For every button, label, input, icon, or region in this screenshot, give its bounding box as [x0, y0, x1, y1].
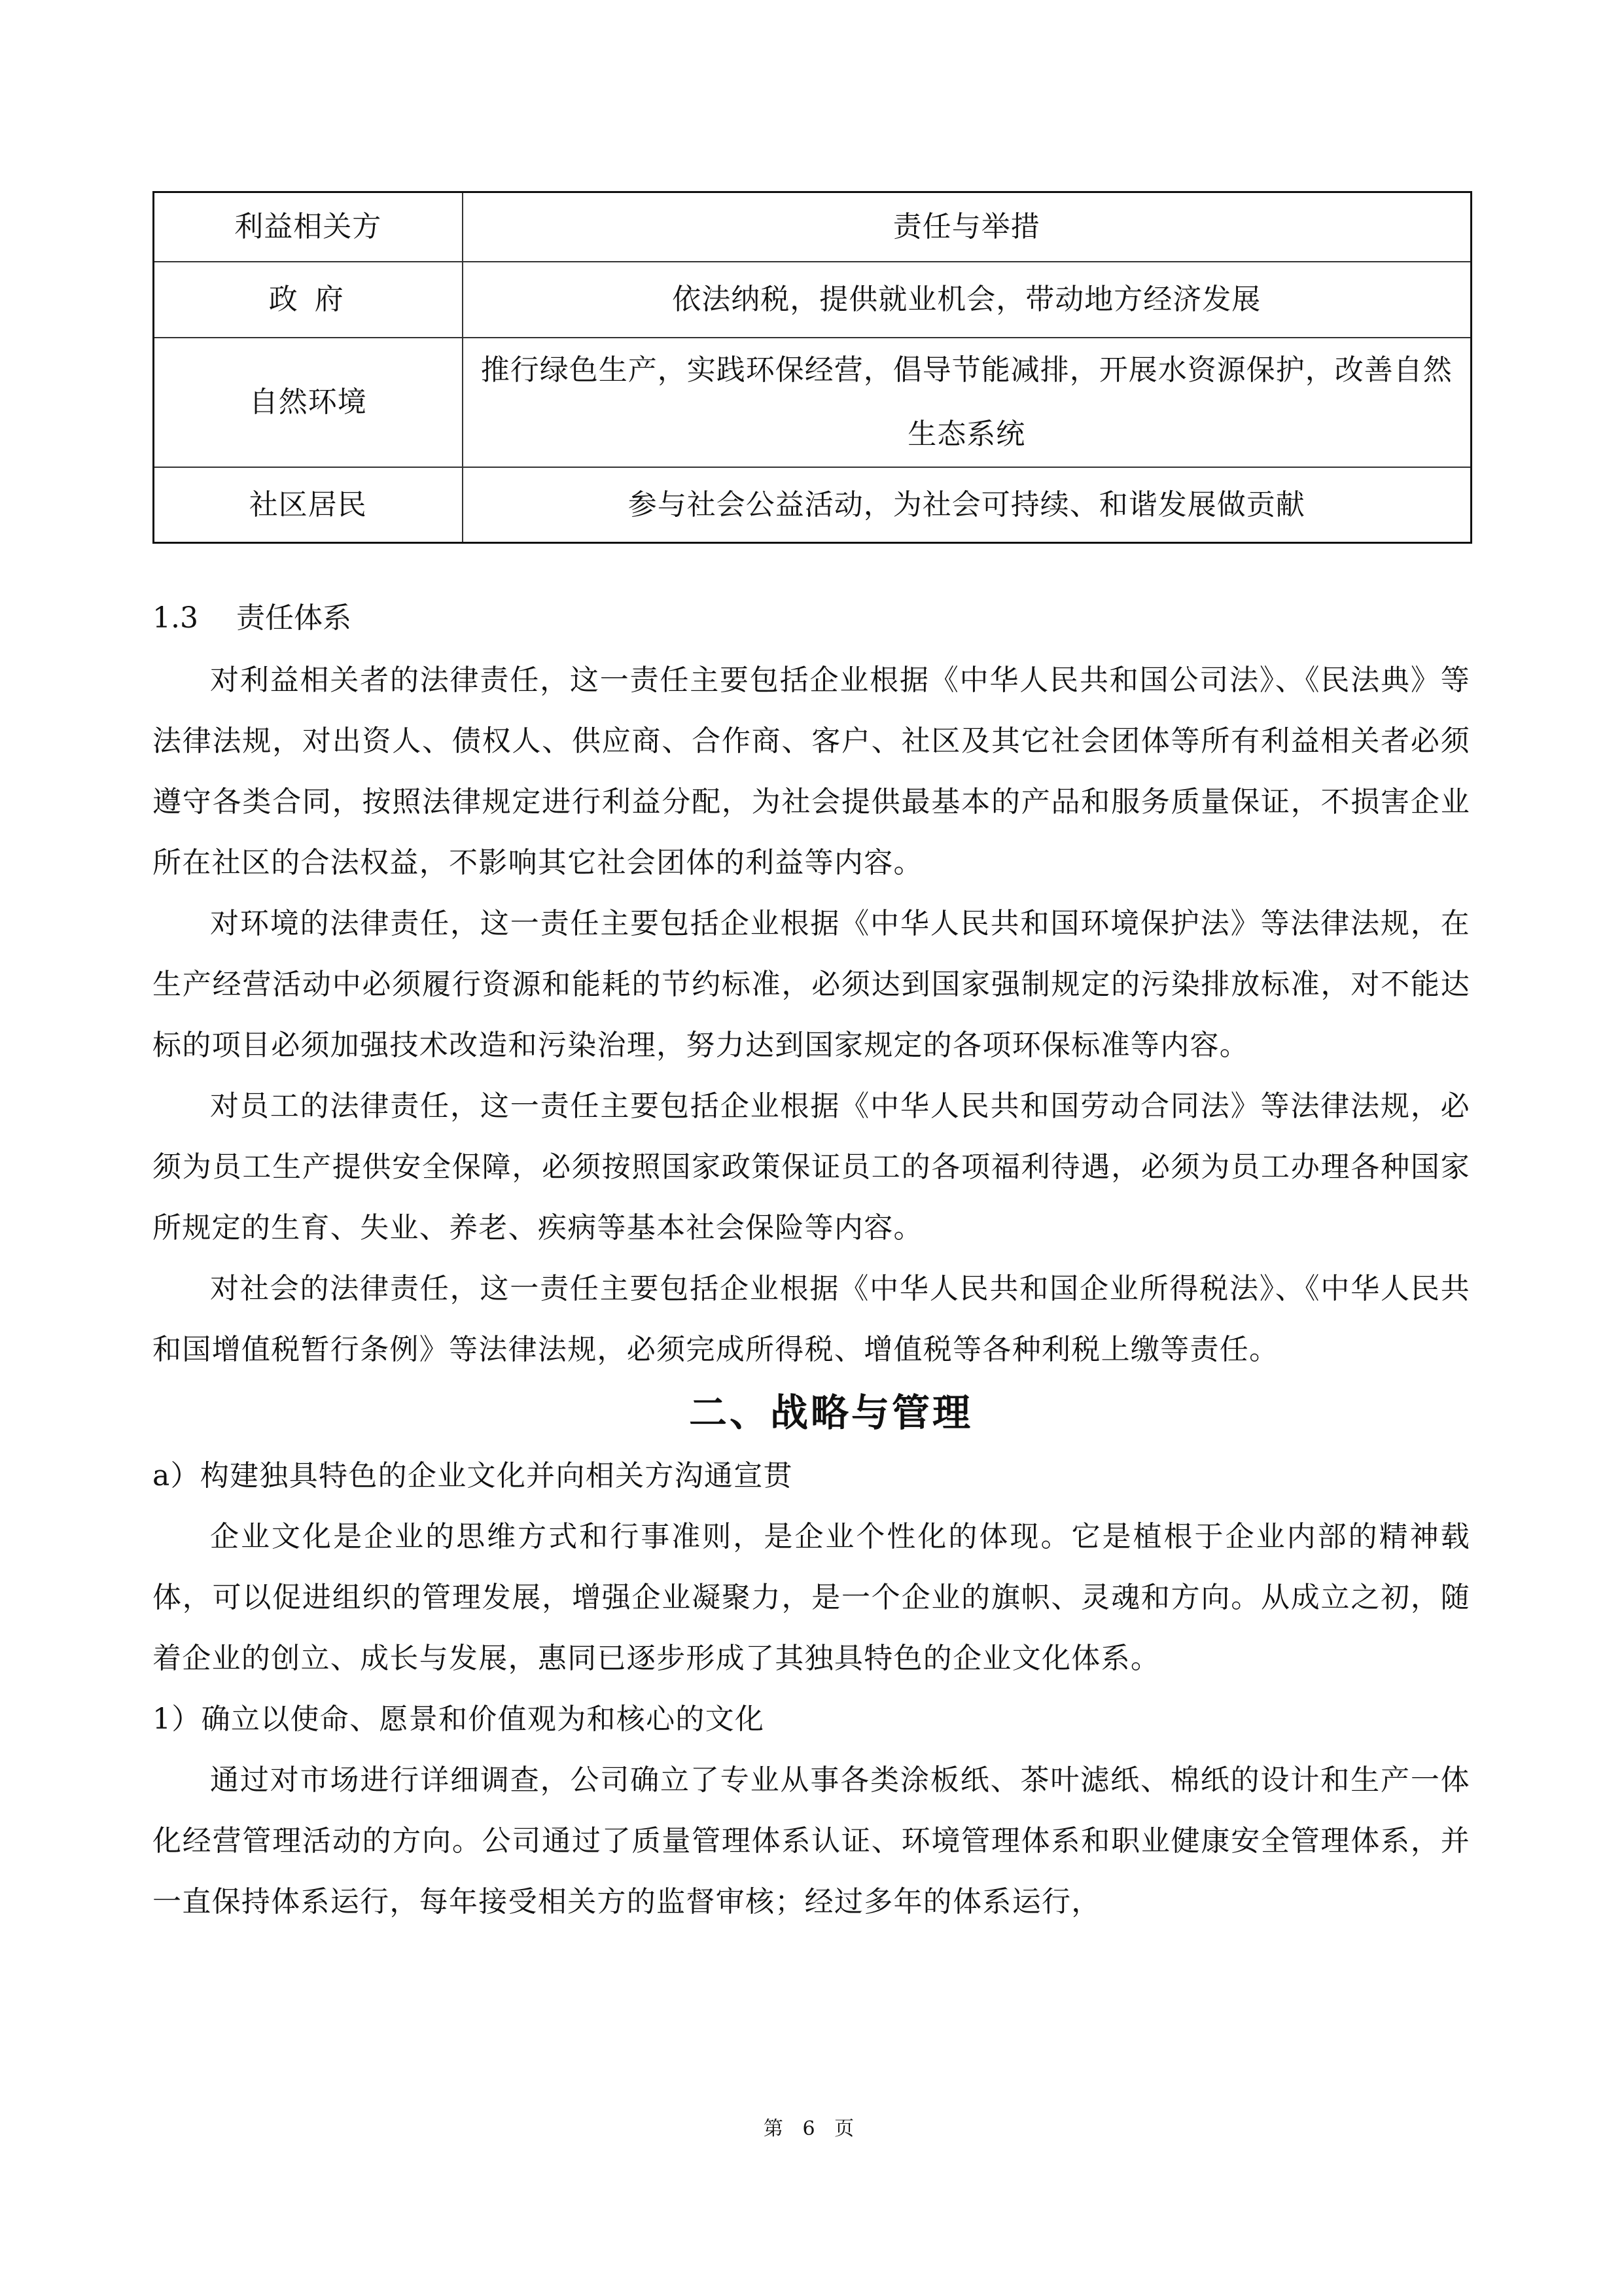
paragraph-environment-legal: 对环境的法律责任，这一责任主要包括企业根据《中华人民共和国环境保护法》等法律法规，在生产经营活动中必须履行资源和能耗的节约标准，必须达到国家强制规定的污染排放标准，对不能达标的项目必须加强技术改造和污染治理，努力达到国家规定的各项环保标准等内容。: [152, 907, 1470, 1062]
table-header-stakeholder: [154, 192, 463, 262]
paragraph-employee-legal: 对员工的法律责任，这一责任主要包括企业根据《中华人民共和国劳动合同法》等法律法规，必须为员工生产提供安全保障，必须按照国家政策保证员工的各项福利待遇，必须为员工办理各种国家所规定的生育、失业、养老、疾病等基本社会保险等内容。: [152, 1089, 1470, 1245]
subheading-a: a）构建独具特色的企业文化并向相关方沟通宣贯: [152, 1459, 793, 1492]
paragraph-society-legal: 对社会的法律责任，这一责任主要包括企业根据《中华人民共和国企业所得税法》、《中华人民共和国增值税暂行条例》等法律法规，必须完成所得税、增值税等各种利税上缴等责任。: [152, 1272, 1470, 1366]
table-header-responsibility: [463, 192, 1472, 262]
table-row: [154, 338, 1472, 467]
stakeholder-cell: [154, 262, 463, 338]
table-row: [154, 262, 1472, 338]
stakeholder-cell: [154, 338, 463, 467]
duty-text: 参与社会公益活动，为社会可持续、和谐发展做贡献: [627, 487, 1305, 521]
paragraph-corporate-culture: 企业文化是企业的思维方式和行事准则，是企业个性化的体现。它是植根于企业内部的精神载体，可以促进组织的管理发展，增强企业凝聚力，是一个企业的旗帜、灵魂和方向。从成立之初，随着企业的创立、成长与发展，惠同已逐步形成了其独具特色的企业文化体系。: [152, 1520, 1470, 1675]
duty-cell: [463, 338, 1472, 467]
section-title-1-3: 1.3 责任体系: [152, 601, 351, 635]
header-text: 责任与举措: [892, 210, 1040, 243]
stakeholder-cell: [154, 467, 463, 543]
duty-cell: [463, 262, 1472, 338]
stakeholder-name: 政 府: [268, 283, 347, 316]
header-text: 利益相关方: [234, 210, 382, 243]
table-row: [154, 467, 1472, 543]
table-header-row: [154, 192, 1472, 262]
body-flow: [152, 599, 1470, 1932]
page-number: 第 6 页: [763, 2117, 861, 2140]
duty-text: 依法纳税，提供就业机会，带动地方经济发展: [672, 283, 1262, 316]
stakeholder-name: 自然环境: [249, 385, 367, 419]
paragraph-mission: 通过对市场进行详细调查，公司确立了专业从事各类涂板纸、茶叶滤纸、棉纸的设计和生产一体化经营管理活动的方向。公司通过了质量管理体系认证、环境管理体系和职业健康安全管理体系，并一直保持体系运行，每年接受相关方的监督审核；经过多年的体系运行，: [152, 1763, 1470, 1918]
document-page: [152, 0, 1470, 2296]
stakeholder-table: [152, 191, 1472, 544]
duty-cell: [463, 467, 1472, 543]
subheading-1: 1）确立以使命、愿景和价值观为和核心的文化: [152, 1703, 765, 1736]
duty-text: 推行绿色生产，实践环保经营，倡导节能减排，开展水资源保护，改善自然生态系统: [480, 353, 1453, 451]
paragraph-stakeholder-legal: 对利益相关者的法律责任，这一责任主要包括企业根据《中华人民共和国公司法》、《民法典》等法律法规，对出资人、债权人、供应商、合作商、客户、社区及其它社会团体等所有利益相关者必须遵守各类合同，按照法律规定进行利益分配，为社会提供最基本的产品和服务质量保证，不损害企业所在社区的合法权益，不影响其它社会团体的利益等内容。: [152, 663, 1470, 879]
chapter-heading: 二、战略与管理: [688, 1390, 973, 1435]
stakeholder-name: 社区居民: [249, 487, 367, 521]
